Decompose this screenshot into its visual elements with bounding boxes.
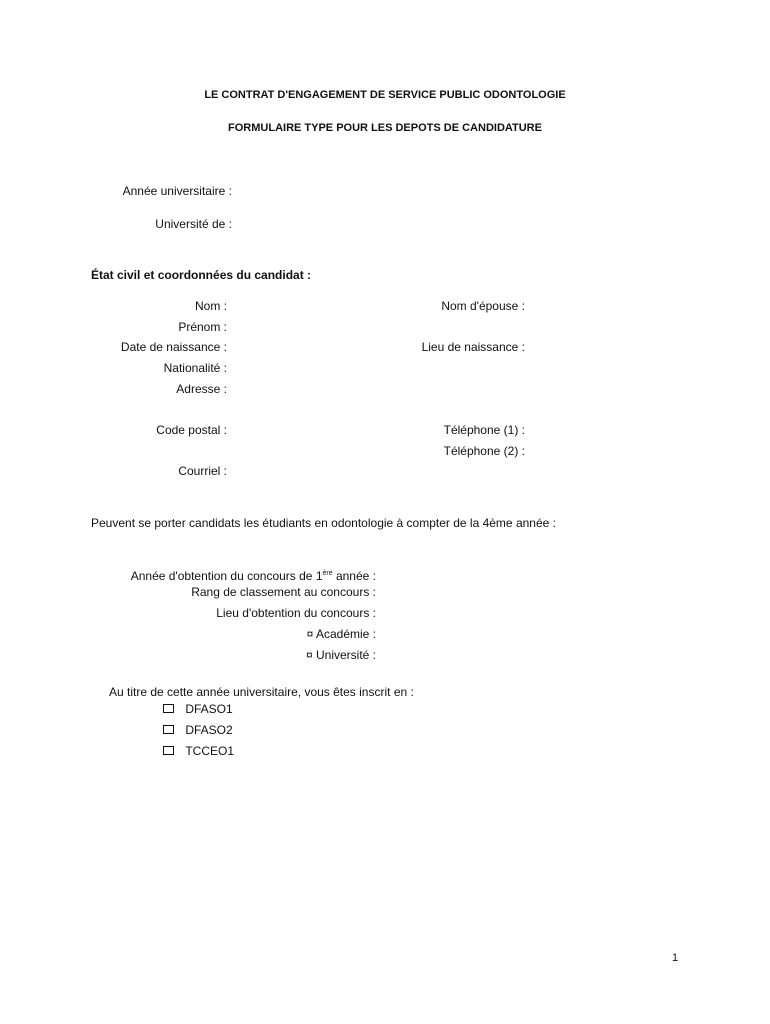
section-title-etat-civil: État civil et coordonnées du candidat : xyxy=(91,268,312,282)
label-academie: ¤ Académie : xyxy=(306,627,376,641)
label-code-postal: Code postal : xyxy=(156,423,227,437)
option-tcceo1[interactable] xyxy=(163,743,234,759)
page-number: 1 xyxy=(672,952,679,964)
label-nom: Nom : xyxy=(194,299,227,313)
label-lieu-naissance: Lieu de naissance : xyxy=(421,340,525,354)
label-courriel: Courriel : xyxy=(178,464,227,478)
concours-intro: Peuvent se porter candidats les étudiants en odontologie à compter de la 4ème année : xyxy=(91,516,556,530)
label-lieu-obtention: Lieu d'obtention du concours : xyxy=(216,606,376,620)
label-annee-universitaire: Année universitaire : xyxy=(122,184,232,198)
option-dfaso2[interactable] xyxy=(163,722,233,738)
checkbox-dfaso2[interactable] xyxy=(163,725,174,734)
option-label-dfaso2: DFASO2 xyxy=(185,723,233,737)
option-dfaso1[interactable] xyxy=(163,701,233,717)
inscription-question: Au titre de cette année universitaire, vous êtes inscrit en : xyxy=(109,685,414,699)
label-annee-obtention-concours: Année d'obtention du concours de 1ère année : xyxy=(130,569,376,583)
label-prenom: Prénom : xyxy=(178,320,227,334)
label-nationalite: Nationalité : xyxy=(163,361,227,375)
option-label-tcceo1: TCCEO1 xyxy=(185,744,235,758)
label-nom-epouse: Nom d'épouse : xyxy=(441,299,525,313)
label-telephone-2: Téléphone (2) : xyxy=(443,444,525,458)
label-rang-classement: Rang de classement au concours : xyxy=(191,585,376,599)
label-adresse: Adresse : xyxy=(176,382,227,396)
label-telephone-1: Téléphone (1) : xyxy=(443,423,525,437)
label-universite-de: Université de : xyxy=(155,217,232,231)
label-universite-concours: ¤ Université : xyxy=(305,648,376,662)
document-title: LE CONTRAT D'ENGAGEMENT DE SERVICE PUBLIC ODONTOLOGIE xyxy=(204,89,566,101)
document-subtitle: FORMULAIRE TYPE POUR LES DEPOTS DE CANDIDATURE xyxy=(228,122,542,134)
checkbox-dfaso1[interactable] xyxy=(163,704,174,713)
label-date-naissance: Date de naissance : xyxy=(120,340,227,354)
checkbox-tcceo1[interactable] xyxy=(163,746,174,755)
option-label-dfaso1: DFASO1 xyxy=(185,702,233,716)
